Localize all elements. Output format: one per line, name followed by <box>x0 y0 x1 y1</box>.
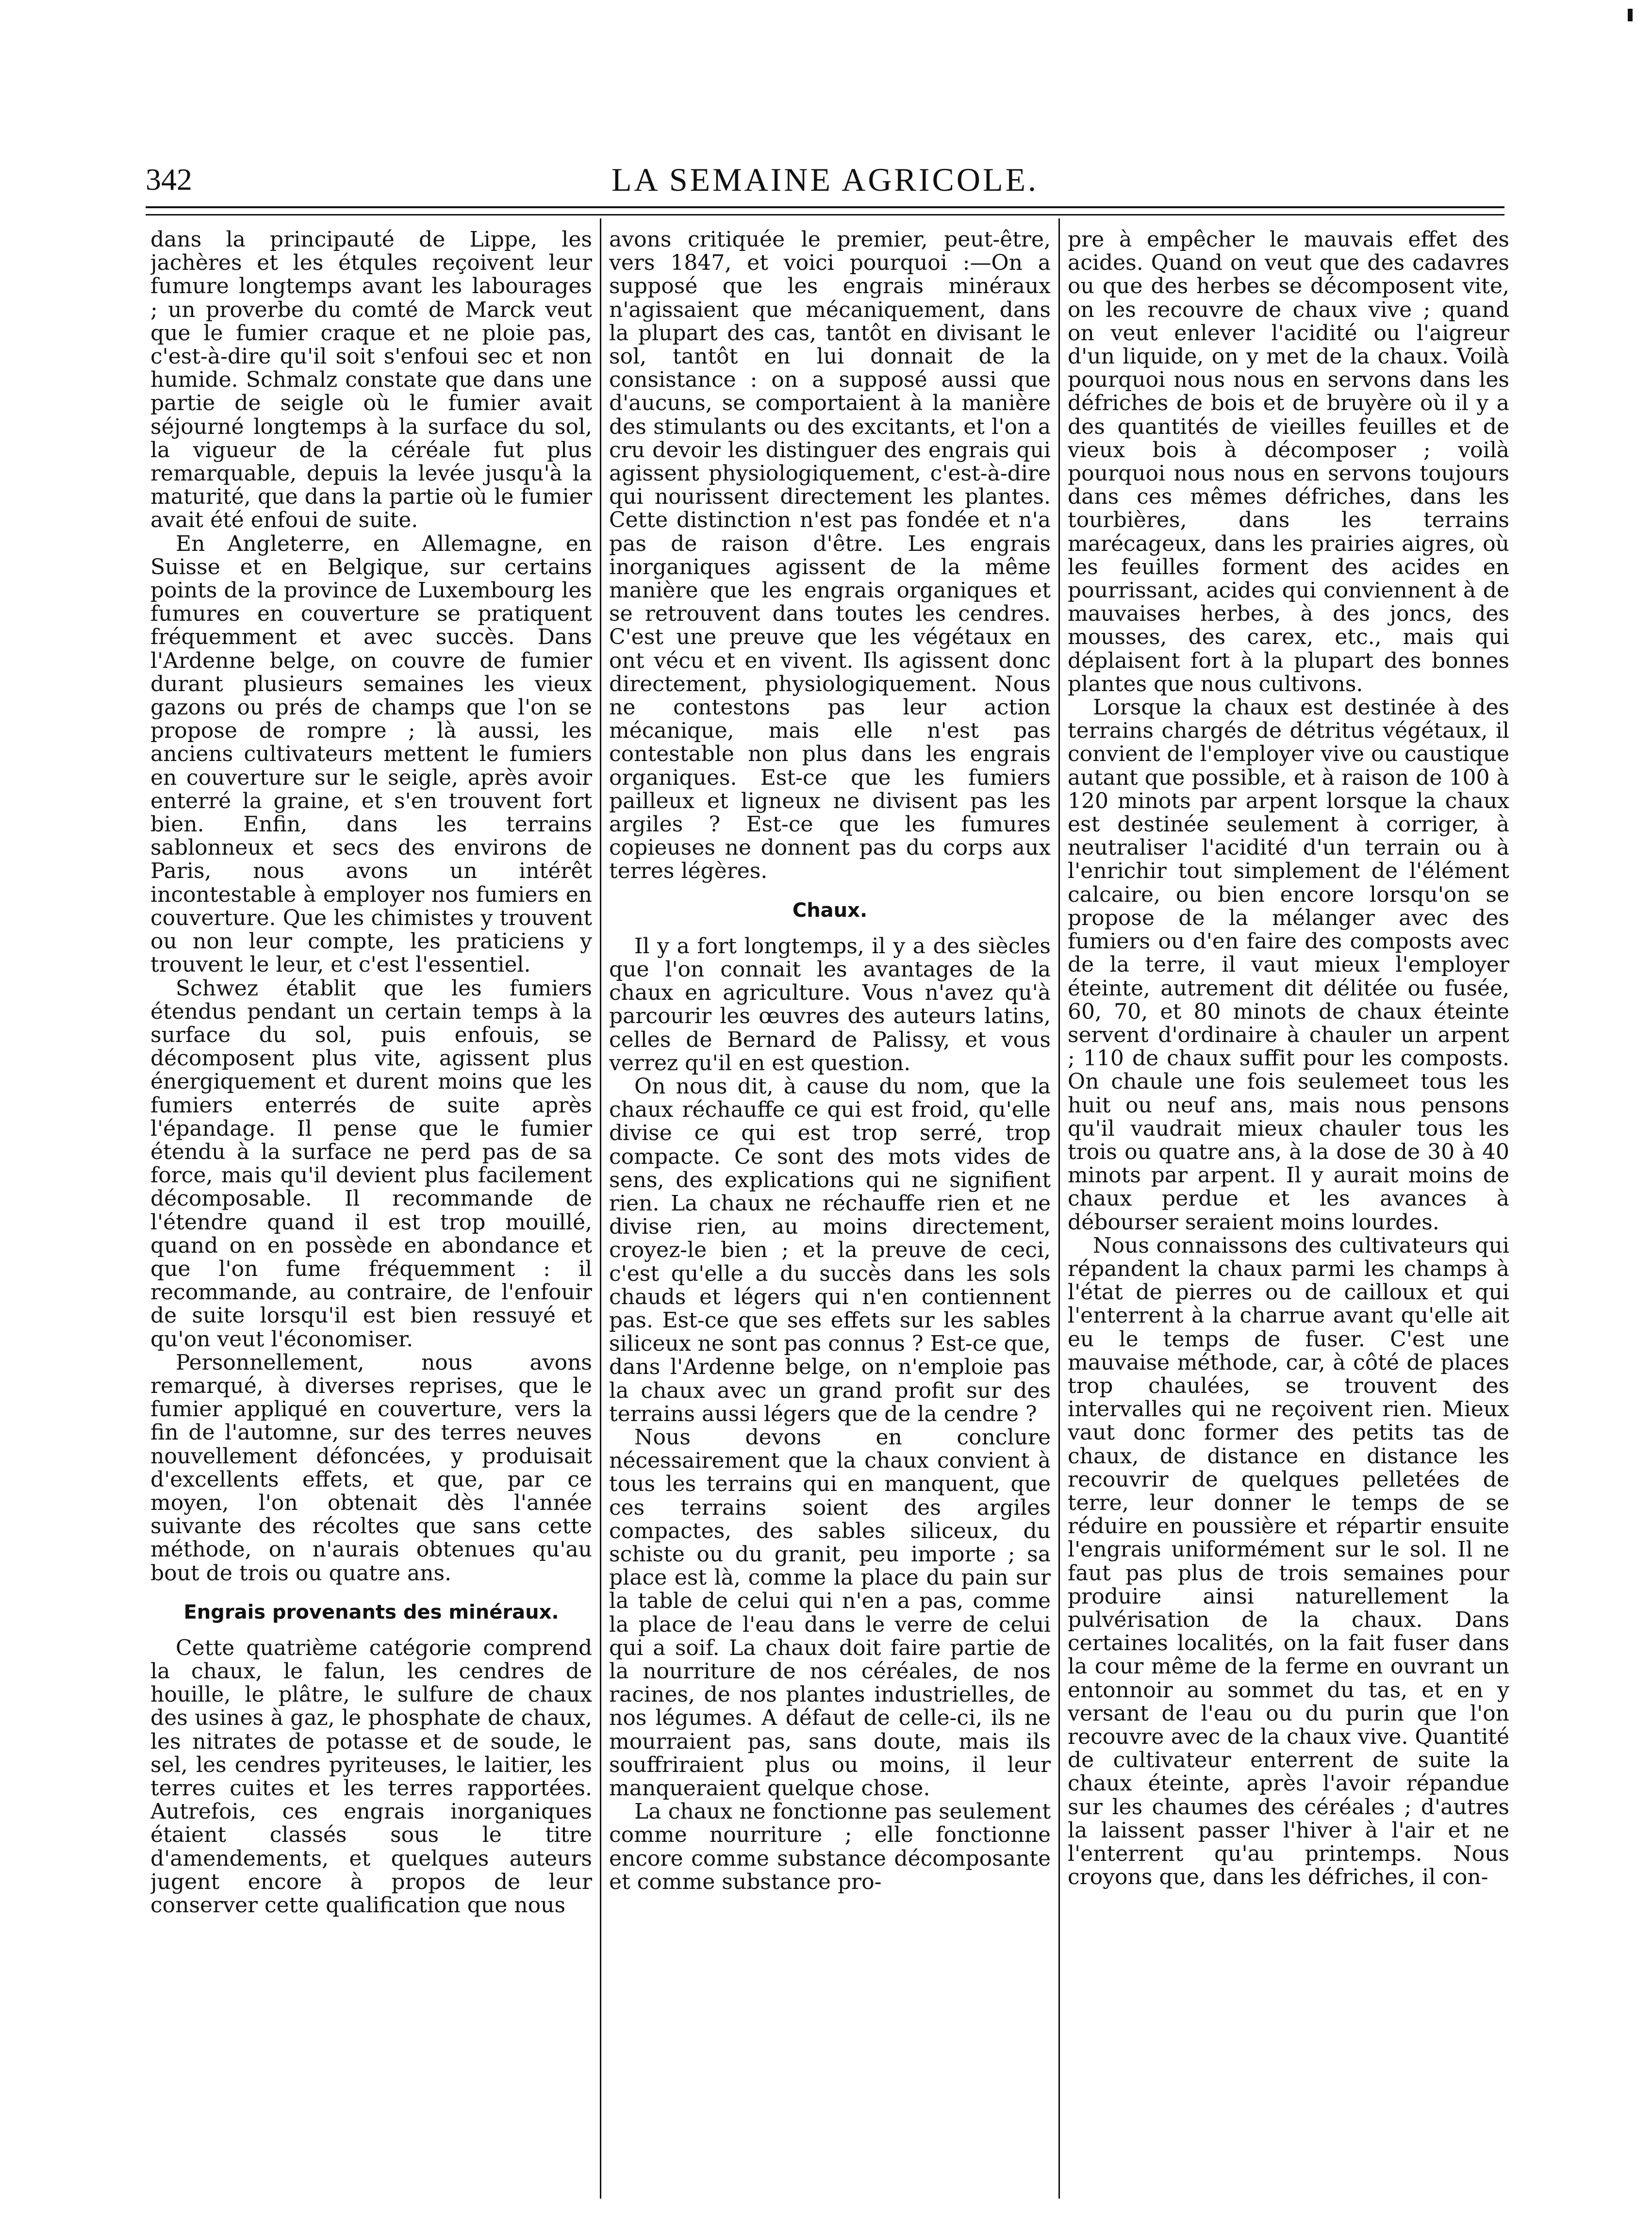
paragraph: Cette quatrième catégorie comprend la chaux, le falun, les cendres de houille, le plâtre, le sulfure de chaux des usines à gaz, le phosphate de chaux, les nitrates de potasse et de soude, le sel, les cendres pyriteuses, le laitier, les terres cuites et les terres rapportées. Autrefois, ces engrais inorganiques étaient classés sous le titre d'amendements, et quelques auteurs jugent encore à propos de leur conserver cette qualification que nous <box>150 1635 592 1918</box>
text-column-1 <box>150 228 592 2199</box>
text-column-2 <box>609 228 1051 2199</box>
paragraph: avons critiquée le premier, peut-être, vers 1847, et voici pourquoi :—On a supposé que les engrais minéraux n'agissaient que mécaniquement, dans la plupart des cas, tantôt en divisant le sol, tantôt en lui donnait de la consistance : on a supposé aussi que d'aucuns, se comportaient à la manière des stimulants ou des excitants, et l'on a cru devoir les distinguer des engrais qui agissent physiologiquement, c'est-à-dire qui nourissent directement les plantes. Cette distinction n'est pas fondée et n'a pas de raison d'être. Les engrais inorganiques agissent de la même manière que les engrais organiques et se retrouvent dans toutes les cendres. C'est une preuve que les végétaux en ont vécu et en vivent. Ils agissent donc directement, physiologiquement. Nous ne contestons pas leur action mécanique, mais elle n'est pas contestable non plus dans les engrais organiques. Est-ce que les fumiers pailleux et ligneux ne divisent pas les argiles ? Est-ce que les fumures copieuses ne donnent pas du corps aux terres légères. <box>609 228 1051 884</box>
paragraph: Il y a fort longtemps, il y a des siècles que l'on connait les avantages de la chaux en agriculture. Vous n'avez qu'à parcourir les œuvres des auteurs latins, celles de Bernard de Palissy, et vous verrez qu'il en est question. <box>609 933 1051 1076</box>
column-divider <box>1058 218 1060 2199</box>
paragraph: dans la principauté de Lippe, les jachères et les étqules reçoivent leur fumure longtemps avant les labourages ; un proverbe du comté de Marck veut que le fumier craque et ne ploie pas, c'est-à-dire qu'il soit s'enfoui sec et non humide. Schmalz constate que dans une partie de seigle où le fumier avait séjourné longtemps à la surface du sol, la vigueur de la céréale fut plus remarquable, depuis la levée jusqu'à la maturité, que dans la partie où le fumier avait été enfoui de suite. <box>150 228 592 533</box>
section-heading: Chaux. <box>792 899 868 922</box>
header-rule <box>146 206 1504 215</box>
paragraph: Nous connaissons des cultivateurs qui répandent la chaux parmi les champs à l'état de pierres ou de cailloux et qui l'enterrent à la charrue avant qu'elle ait eu le temps de fuser. C'est une mauvaise méthode, car, à côté de places trop chaulées, se trouvent des intervalles qui ne reçoivent rien. Mieux vaut donc former des petits tas de chaux, de distance en distance les recouvrir de quelques pelletées de terre, leur donner le temps de se réduire en poussière et répartir ensuite l'engrais uniformément sur le sol. Il ne faut pas plus de trois semaines pour produire ainsi naturellement la pulvérisation de la chaux. Dans certaines localités, on la fait fuser dans la cour même de la ferme en ouvrant un entonnoir au sommet du tas, et en y versant de l'eau ou du purin que l'on recouvre avec de la chaux vive. Quantité de cultivateur enterrent de suite la chaux éteinte, après l'avoir répandue sur les chaumes des céréales ; d'autres la laissent passer l'hiver à l'air et ne l'enterrent qu'au printemps. Nous croyons que, dans les défriches, il con- <box>1068 1233 1509 1890</box>
page-header <box>146 160 1504 199</box>
paragraph: La chaux ne fonctionne pas seulement comme nourriture ; elle fonctionne encore comme substance décomposante et comme substance pro- <box>609 1799 1051 1894</box>
paragraph: Nous devons en conclure nécessairement que la chaux convient à tous les terrains qui en manquent, que ces terrains soient des argiles compactes, des sables siliceux, du schiste ou du granit, peu importe ; sa place est là, comme la place du pain sur la table de celui qui n'en a pas, comme la place de l'eau dans le verre de celui qui a soif. La chaux doit faire partie de la nourriture de nos céréales, de nos racines, de nos plantes industrielles, de nos légumes. A défaut de celle-ci, ils ne mourraient pas, sans doute, mais ils souffriraient plus ou moins, il leur manqueraient quelque chose. <box>609 1424 1051 1801</box>
paragraph: Schwez établit que les fumiers étendus pendant un certain temps à la surface du sol, puis enfouis, se décomposent plus vite, agissent plus énergiquement et durent moins que les fumiers enterrés de suite après l'épandage. Il pense que le fumier étendu à la surface ne perd pas de sa force, mais qu'il devient plus facilement décomposable. Il recommande de l'étendre quand il est trop mouillé, quand on en possède en abondance et que l'on fume fréquemment : il recommande, au contraire, de l'enfouir de suite lorsqu'il est bien ressuyé et qu'on veut l'économiser. <box>150 976 592 1352</box>
section-heading: Engrais provenants des minéraux. <box>183 1601 559 1623</box>
paragraph: En Angleterre, en Allemagne, en Suisse et en Belgique, sur certains points de la province de Luxembourg les fumures en couverture se pratiquent fréquemment et avec succès. Dans l'Ardenne belge, on couvre de fumier durant plusieurs semaines les vieux gazons ou prés de champs que l'on se propose de rompre ; là aussi, les anciens cultivateurs mettent le fumiers en couverture sur le seigle, après avoir enterré la graine, et s'en trouvent fort bien. Enfin, dans les terrains sablonneux et secs des environs de Paris, nous avons un intérêt incontestable à employer nos fumiers en couverture. Que les chimistes y trouvent ou non leur compte, les praticiens y trouvent le leur, et c'est l'essentiel. <box>150 531 592 977</box>
paragraph: Personnellement, nous avons remarqué, à diverses reprises, que le fumier appliqué en couverture, vers la fin de l'automne, sur des terres neuves nouvellement défoncées, y produisait d'excellents effets, et que, par ce moyen, l'on obtenait dès l'année suivante des récoltes que sans cette méthode, on n'aurais obtenues qu'au bout de trois ou quatre ans. <box>150 1350 592 1586</box>
running-title: LA SEMAINE AGRICOLE. <box>611 161 1039 198</box>
page-number: 342 <box>146 162 192 197</box>
paragraph: pre à empêcher le mauvais effet des acides. Quand on veut que des cadavres ou que des herbes se décomposent vite, on les recouvre de chaux vive ; quand on veut enlever l'acidité ou l'aigreur d'un liquide, on y met de la chaux. Voilà pourquoi nous nous en servons dans les défriches de bois et de bruyère où il y a des quantités de vieilles feuilles et de vieux bois à décomposer ; voilà pourquoi nous nous en servons toujours dans ces mêmes défriches, dans les tourbières, dans les terrains marécageux, dans les prairies aigres, où les feuilles forment des acides en pourrissant, acides qui conviennent à de mauvaises herbes, à des joncs, des mousses, des carex, etc., mais qui déplaisent fort à la plupart des bonnes plantes que nous cultivons. <box>1068 228 1509 696</box>
margin-mark <box>1628 9 1633 21</box>
text-column-3 <box>1068 228 1509 2199</box>
column-divider <box>600 218 601 2199</box>
paragraph: On nous dit, à cause du nom, que la chaux réchauffe ce qui est froid, qu'elle divise ce qui est trop serré, trop compacte. Ce sont des mots vides de sens, des explications qui ne signifient rien. La chaux ne réchauffe rien et ne divise rien, au moins directement, croyez-le bien ; et la preuve de ceci, c'est qu'elle a du succès dans les sols chauds et légers qui n'en contiennent pas. Est-ce que ses effets sur les sables siliceux ne sont pas connus ? Est-ce que, dans l'Ardenne belge, on n'emploie pas la chaux avec un grand profit sur des terrains aussi légers que de la cendre ? <box>609 1074 1051 1426</box>
paragraph: Lorsque la chaux est destinée à des terrains chargés de détritus végétaux, il convient de l'employer vive ou caustique autant que possible, et à raison de 100 à 120 minots par arpent lorsque la chaux est destinée seulement à corriger, à neutraliser l'acidité d'un terrain ou à l'enrichir tout simplement de l'élément calcaire, ou bien encore lorsqu'on se propose de la mélanger avec des fumiers ou d'en faire des composts avec de la terre, il vaut mieux l'employer éteinte, autrement dit délitée ou fusée, 60, 70, et 80 minots de chaux éteinte servent d'ordinaire à chauler un arpent ; 110 de chaux suffit pour les composts. On chaule une fois seulemeet tous les huit ou neuf ans, mais nous pensons qu'il vaudrait mieux chauler tous les trois ou quatre ans, à la dose de 30 à 40 minots par arpent. Il y aurait moins de chaux perdue et les avances à débourser seraient moins lourdes. <box>1068 695 1509 1235</box>
